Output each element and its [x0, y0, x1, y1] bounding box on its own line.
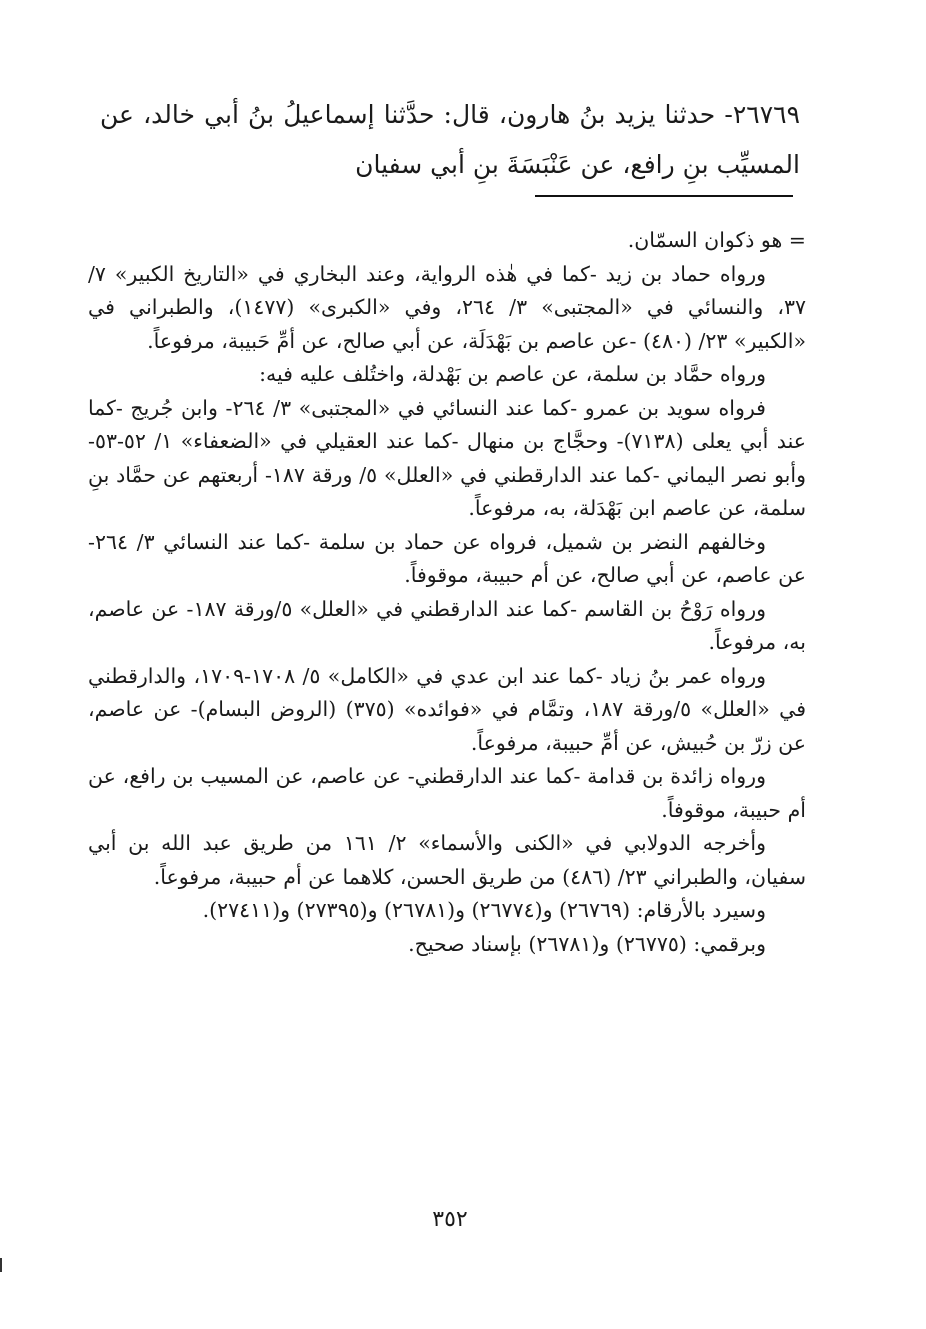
footnote-paragraph: وأخرجه الدولابي في «الكنى والأسماء» ٢/ ١٦١ من طريق عبد الله بن أبي سفيان، والطبراني ٢٣/ (٤٨٦) من طريق الحسن، كلاهما عن أم حبيبة، مرفوعاً.	[88, 831, 806, 889]
footnotes	[88, 224, 806, 961]
page-number: ٣٥٢	[432, 1207, 468, 1232]
footnote-continuation: = هو ذكوان السمّان.	[627, 228, 806, 252]
footnote-paragraph: وسيرد بالأرقام: (٢٦٧٦٩) و(٢٦٧٧٤) و(٢٦٧٨١) و(٢٧٣٩٥) و(٢٧٤١١).	[202, 898, 766, 922]
footnote-paragraph: وبرقمي: (٢٦٧٧٥) و(٢٦٧٨١) بإسناد صحيح.	[408, 931, 766, 956]
hadith-text: ٢٦٧٦٩- حدثنا يزيد بنُ هارون، قال: حدَّثنا إسماعيلُ بنُ أبي خالد، عن المسيِّب بنِ رافع، عن عَنْبَسَةَ بنِ أبي سفيان	[100, 100, 800, 179]
footnote-paragraph: وخالفهم النضر بن شميل، فرواه عن حماد بن سلمة -كما عند النسائي ٣/ ٢٦٤- عن عاصم، عن أبي صالح، عن أم حبيبة، موقوفاً.	[88, 529, 806, 587]
footnote-paragraph: ورواه زائدة بن قدامة -كما عند الدارقطني- عن عاصم، عن المسيب بن رافع، عن أم حبيبة، موقوفاً.	[88, 764, 806, 822]
footnote-paragraph: فرواه سويد بن عمرو -كما عند النسائي في «المجتبى» ٣/ ٢٦٤- وابن جُريج -كما عند أبي يعلى (٧١٣٨)- وحجَّاج بن منهال -كما عند العقيلي في «الضعفاء» ١/ ٥٢-٥٣- وأبو نصر اليماني -كما عند الدارقطني في «العلل» ٥/ ورقة ١٨٧- أربعتهم عن حمَّاد بنِ سلمة، عن عاصم ابن بَهْدَلة، به، مرفوعاً.	[88, 395, 806, 520]
scan-edge-mark	[0, 1258, 2, 1272]
footnote-paragraph: ورواه عمر بنُ زياد -كما عند ابن عدي في «الكامل» ٥/ ١٧٠٨-١٧٠٩، والدارقطني في «العلل» ٥/ورقة ١٨٧، وتمَّام في «فوائده» (٣٧٥) (الروض البسام)- عن عاصم، عن زرّ بن حُبيش، عن أمِّ حبيبة، مرفوعاً.	[88, 663, 806, 755]
footnote-separator-line	[535, 195, 793, 197]
footnote-paragraph: ورواه حماد بن زيد -كما في هٰذه الرواية، وعند البخاري في «التاريخ الكبير» ٧/ ٣٧، والنسائي في «المجتبى» ٣/ ٢٦٤، وفي «الكبرى» (١٤٧٧)، والطبراني في «الكبير» ٢٣/ (٤٨٠) -عن عاصم بن بَهْدَلَة، عن أبي صالح، عن أمِّ حَبيبة، مرفوعاً.	[88, 261, 806, 353]
footnote-paragraph: ورواه حمَّاد بن سلمة، عن عاصم بن بَهْدلة، واختُلف عليه فيه:	[259, 362, 766, 386]
footnote-paragraph: ورواه رَوْحُ بن القاسم -كما عند الدارقطني في «العلل» ٥/ورقة ١٨٧- عن عاصم، به، مرفوعاً.	[88, 596, 806, 654]
hadith-text-block	[100, 90, 800, 190]
